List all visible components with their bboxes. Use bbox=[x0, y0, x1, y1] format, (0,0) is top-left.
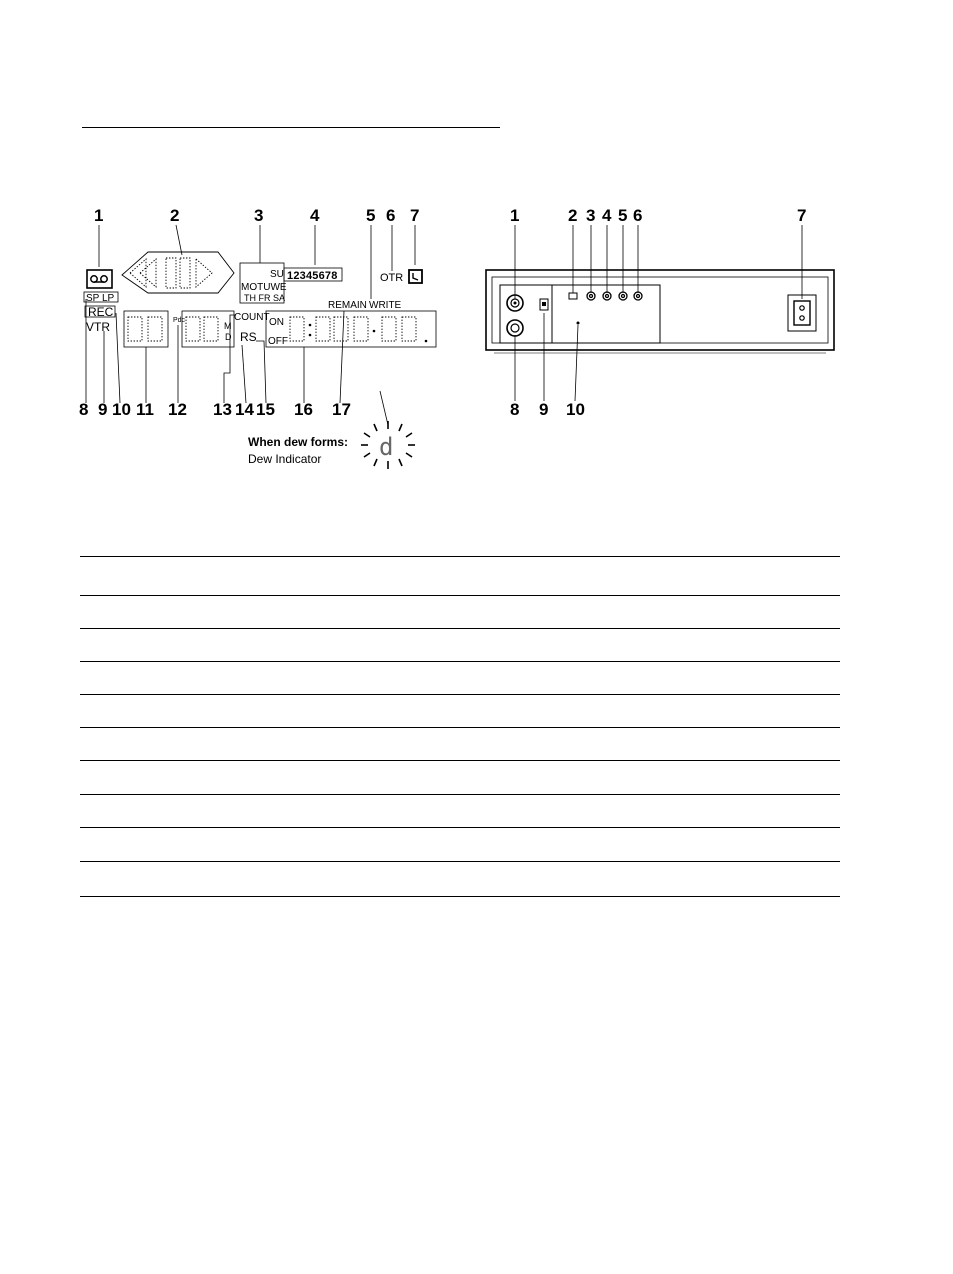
pdc-label: Pdc bbox=[173, 317, 186, 324]
front-callout-6: 6 bbox=[386, 206, 396, 225]
off-label: OFF bbox=[268, 336, 288, 347]
channel-digit-2 bbox=[148, 317, 162, 341]
front-callout-2: 2 bbox=[170, 206, 180, 225]
timer-clock-icon bbox=[409, 270, 422, 283]
dew-indicator-label: Dew Indicator bbox=[248, 452, 322, 466]
sp-label: SP bbox=[86, 293, 100, 304]
write-label: WRITE bbox=[369, 300, 402, 311]
rear-callout-8: 8 bbox=[510, 400, 520, 419]
day-su: SU bbox=[270, 269, 284, 280]
time-display-box bbox=[266, 311, 436, 347]
remain-label: REMAIN bbox=[328, 300, 367, 311]
table-row-rule bbox=[80, 556, 840, 557]
front-callout-15: 15 bbox=[256, 400, 275, 419]
rear-callout-2: 2 bbox=[568, 206, 578, 225]
rear-leaders bbox=[515, 225, 802, 401]
front-callout-4: 4 bbox=[310, 206, 320, 225]
table-row-rule bbox=[80, 727, 840, 728]
rear-panel-diagram bbox=[480, 195, 860, 425]
table-row-rule bbox=[80, 661, 840, 662]
channel-switch-icon bbox=[540, 299, 548, 310]
front-leaders-bottom bbox=[86, 299, 344, 403]
ac-inlet-icon bbox=[788, 295, 816, 331]
dew-glyph: d bbox=[379, 433, 394, 461]
time-digit-4 bbox=[354, 317, 368, 341]
front-callout-14: 14 bbox=[235, 400, 254, 419]
jack-socket-icons bbox=[587, 292, 642, 300]
rf-out-socket-icon bbox=[507, 320, 523, 336]
front-callout-12: 12 bbox=[168, 400, 187, 419]
date-digit-1 bbox=[186, 317, 200, 341]
front-callout-8: 8 bbox=[79, 400, 89, 419]
day-mo-tu-we: MOTUWE bbox=[241, 282, 287, 293]
time-digit-6 bbox=[402, 317, 416, 341]
antenna-connector-block bbox=[500, 285, 660, 343]
table-row-rule bbox=[80, 896, 840, 897]
time-digit-5 bbox=[382, 317, 396, 341]
table-row-rule bbox=[80, 794, 840, 795]
front-callout-5: 5 bbox=[366, 206, 376, 225]
month-label: M bbox=[224, 321, 232, 331]
rear-callout-10: 10 bbox=[566, 400, 585, 419]
rear-callout-9: 9 bbox=[539, 400, 549, 419]
rear-callout-4: 4 bbox=[602, 206, 612, 225]
rear-callout-1: 1 bbox=[510, 206, 520, 225]
front-callout-9: 9 bbox=[98, 400, 108, 419]
dew-when-label: When dew forms: bbox=[248, 435, 349, 449]
on-label: ON bbox=[269, 317, 284, 328]
front-callout-1: 1 bbox=[94, 206, 104, 225]
date-digit-2 bbox=[204, 317, 218, 341]
test-hole-icon bbox=[577, 322, 580, 325]
vtr-label: VTR bbox=[86, 320, 110, 334]
front-callout-7: 7 bbox=[410, 206, 420, 225]
table-row-rule bbox=[80, 827, 840, 828]
front-callout-11: 11 bbox=[136, 400, 154, 419]
program-numbers: 12345678 bbox=[287, 270, 338, 282]
front-callout-3: 3 bbox=[254, 206, 264, 225]
rs-label: RS bbox=[240, 330, 257, 344]
day-label: D bbox=[225, 332, 232, 342]
time-digit-3 bbox=[334, 317, 348, 341]
channel-digit-box bbox=[124, 311, 168, 347]
cassette-icon bbox=[87, 270, 112, 288]
front-callout-10: 10 bbox=[112, 400, 131, 419]
front-callout-13: 13 bbox=[213, 400, 232, 419]
table-row-rule bbox=[80, 595, 840, 596]
rec-label: REC bbox=[88, 305, 114, 319]
transport-arrow-indicator bbox=[122, 252, 234, 293]
time-digit-2 bbox=[316, 317, 330, 341]
front-display-diagram bbox=[70, 195, 470, 475]
rear-callout-5: 5 bbox=[618, 206, 628, 225]
count-label: COUNT bbox=[234, 312, 270, 323]
rear-callout-7: 7 bbox=[797, 206, 807, 225]
rear-callout-6: 6 bbox=[633, 206, 643, 225]
day-th-fr-sa: TH FR SA bbox=[244, 293, 286, 303]
table-row-rule bbox=[80, 861, 840, 862]
small-switch-icon bbox=[569, 293, 577, 299]
top-rule bbox=[82, 127, 500, 128]
table-rules bbox=[80, 556, 840, 898]
lp-label: LP bbox=[102, 293, 115, 304]
table-row-rule bbox=[80, 628, 840, 629]
front-callout-16: 16 bbox=[294, 400, 313, 419]
otr-label: OTR bbox=[380, 272, 404, 284]
rear-callout-3: 3 bbox=[586, 206, 596, 225]
table-row-rule bbox=[80, 760, 840, 761]
channel-digit-1 bbox=[128, 317, 142, 341]
front-callout-17: 17 bbox=[332, 400, 351, 419]
time-digit-1 bbox=[290, 317, 304, 341]
table-row-rule bbox=[80, 694, 840, 695]
